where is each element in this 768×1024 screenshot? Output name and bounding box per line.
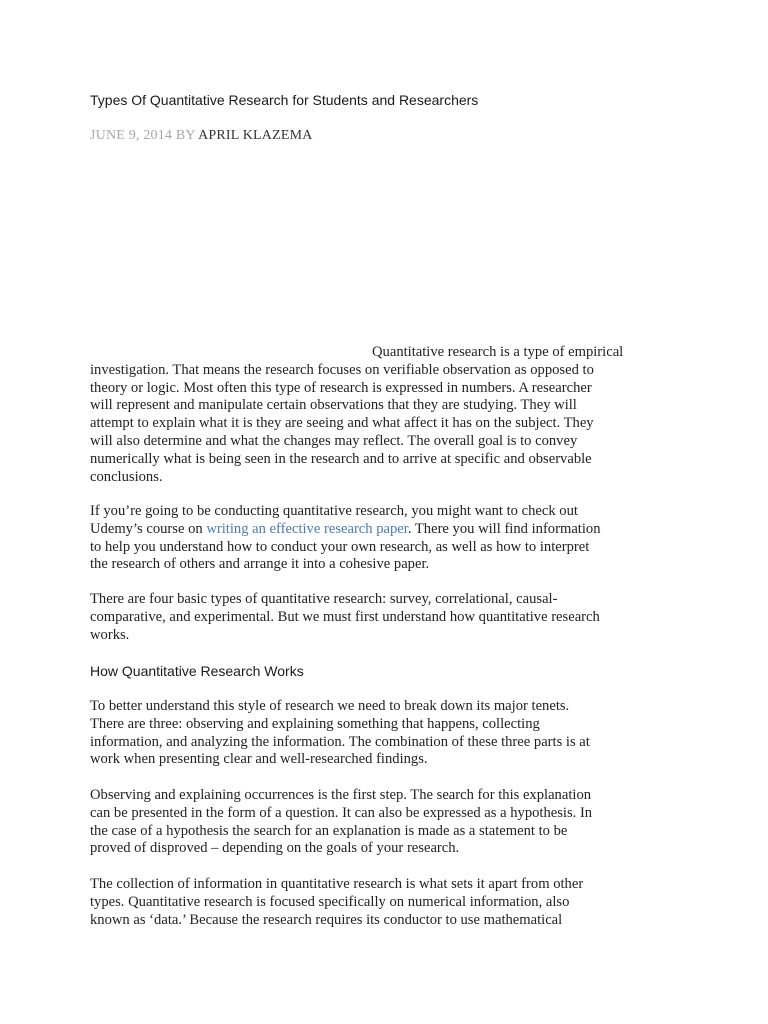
paragraph-line: numerically what is being seen in the research and to arrive at specific and observable [90,450,592,467]
paragraph-line: investigation. That means the research focuses on verifiable observation as opposed to [90,361,594,378]
paragraph-line: proved of disproved – depending on the goals of your research. [90,840,460,857]
paragraph-line: comparative, and experimental. But we must first understand how quantitative research [90,608,600,625]
paragraph-intro [90,344,680,486]
paragraph-udemy [90,503,680,574]
paragraph-line: There are four basic types of quantitative research: survey, correlational, causal- [90,591,558,607]
paragraph-line: Quantitative research is a type of empirical [372,344,624,360]
paragraph-tenets [90,698,680,769]
paragraph-line: work when presenting clear and well-researched findings. [90,751,428,768]
paragraph-line: can be presented in the form of a question. It can also be expressed as a hypothesis. In [90,804,593,821]
paragraph-line: works. [90,626,130,643]
author-name: APRIL KLAZEMA [198,128,313,143]
paragraph-line: will represent and manipulate certain observations that they are studying. They will [90,397,577,414]
paragraph-line: the case of a hypothesis the search for an explanation is made as a statement to be [90,822,568,839]
paragraph-collection [90,876,680,929]
paragraph-line: Observing and explaining occurrences is the first step. The search for this explanation [90,787,592,803]
paragraph-line: To better understand this style of research we need to break down its major tenets. [90,698,570,714]
paragraph-line: will also determine and what the changes may reflect. The overall goal is to convey [90,432,578,449]
byline [90,128,313,144]
paragraph-line: conclusions. [90,468,163,485]
paragraph-line: information, and analyzing the information. The combination of these three parts is at [90,733,590,750]
paragraph-line: Udemy’s course on writing an effective research paper. There you will find information [90,520,601,537]
paragraph-line: the research of others and arrange it into a cohesive paper. [90,556,430,573]
post-date: JUNE 9, 2014 BY [90,128,196,143]
paragraph-types [90,591,680,644]
article-title: Types Of Quantitative Research for Students and Researchers [90,92,479,108]
paragraph-line: attempt to explain what it is they are seeing and what affect it has on the subject. They [90,415,594,432]
paragraph-line: theory or logic. Most often this type of research is expressed in numbers. A researcher [90,379,592,396]
paragraph-line: types. Quantitative research is focused specifically on numerical information, also [90,893,570,910]
paragraph-observing [90,787,680,858]
paragraph-line: There are three: observing and explaining something that happens, collecting [90,715,540,732]
paragraph-line: The collection of information in quantitative research is what sets it apart from other [90,876,584,892]
paragraph-line: to help you understand how to conduct your own research, as well as how to interpret [90,538,590,555]
section-heading: How Quantitative Research Works [90,663,304,679]
paragraph-line: known as ‘data.’ Because the research requires its conductor to use mathematical [90,911,563,928]
research-paper-course-link[interactable]: writing an effective research paper [206,520,408,537]
paragraph-line: If you’re going to be conducting quantitative research, you might want to check out [90,503,578,519]
